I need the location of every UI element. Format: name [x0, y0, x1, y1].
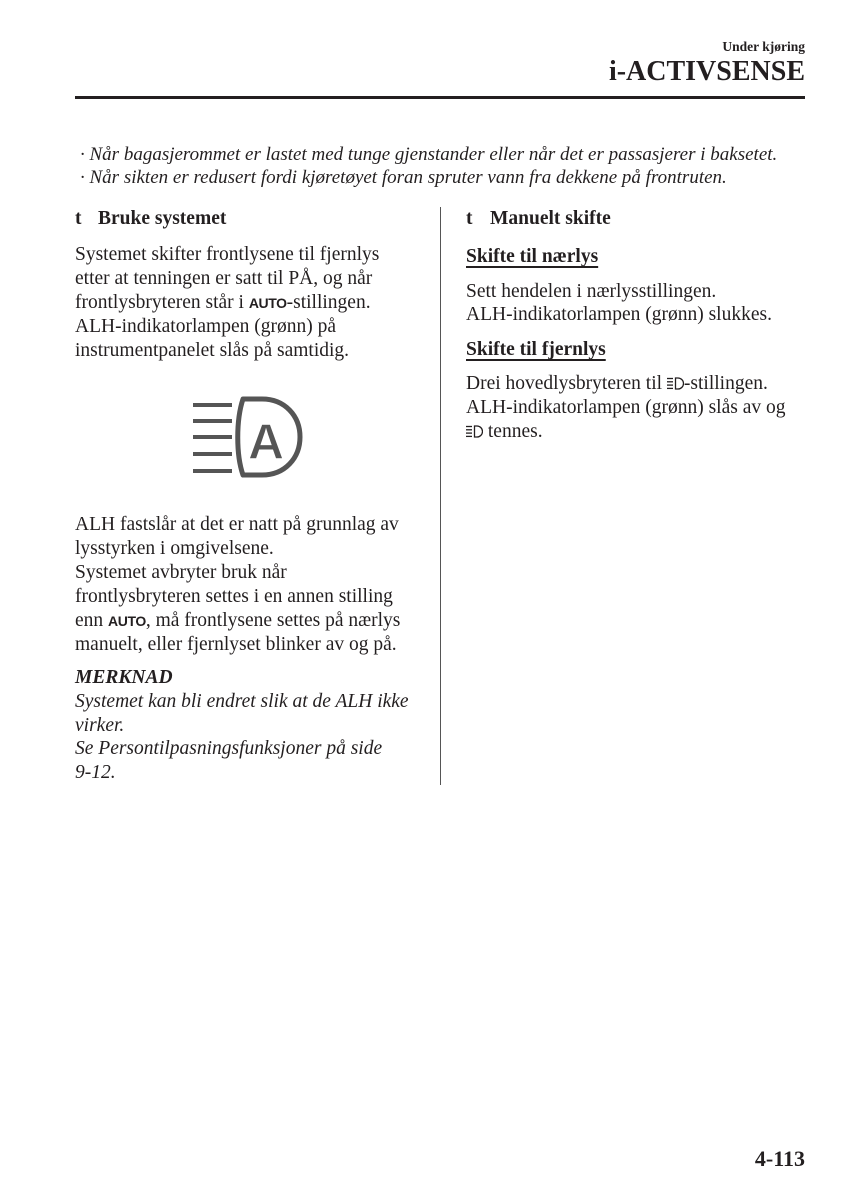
high-beam-icon — [466, 425, 483, 438]
note-line: virker. — [75, 714, 125, 736]
note-line: Systemet kan bli endret slik at de ALH ikke — [75, 691, 409, 712]
text-line: etter at tenningen er satt til PÅ, og når — [75, 268, 373, 289]
text-line — [466, 420, 786, 444]
text-segment: enn — [75, 610, 109, 631]
text-line: Systemet skifter frontlysene til fjernlys — [75, 244, 380, 265]
section-heading-manual-switch: Manuelt skifte — [490, 208, 611, 229]
column-divider — [440, 207, 441, 785]
high-beam-paragraph — [466, 372, 786, 444]
text-line — [75, 609, 400, 633]
text-line: manuelt, eller fjernlyset blinker av og på. — [75, 634, 397, 655]
auto-label: AUTO — [248, 295, 287, 311]
high-beam-icon — [667, 377, 684, 390]
note-text — [75, 690, 409, 785]
text-segment: tennes. — [483, 421, 543, 442]
intro-paragraph — [75, 243, 379, 363]
body-paragraph — [75, 513, 400, 657]
text-segment: Drei hovedlysbryteren til — [466, 373, 667, 394]
section-heading-using-system: Bruke systemet — [98, 208, 227, 229]
text-line: instrumentpanelet slås på samtidig. — [75, 340, 350, 361]
section-label: Under kjøring — [722, 39, 805, 54]
auto-label: AUTO — [108, 613, 146, 629]
alh-headlight-icon — [190, 395, 305, 480]
text-line: ALH fastslår at det er natt på grunnlag av — [75, 514, 399, 535]
text-line: Sett hendelen i nærlysstillingen. — [466, 281, 717, 302]
section-marker: t — [75, 208, 82, 229]
text-segment: frontlysbryteren står i — [75, 292, 249, 313]
section-marker: t — [466, 208, 473, 229]
condition-item: · Når sikten er redusert fordi kjøretøyet foran spruter vann fra dekkene på frontruten. — [80, 167, 727, 188]
text-line: frontlysbryteren settes i en annen stilling — [75, 586, 393, 607]
text-line: lysstyrken i omgivelsene. — [75, 538, 274, 559]
text-segment: , må frontlysene settes på nærlys — [145, 610, 401, 631]
subheading-low-beam: Skifte til nærlys — [466, 246, 599, 267]
text-line — [75, 291, 379, 315]
page-number: 4-113 — [754, 1146, 805, 1171]
header-rule — [75, 96, 805, 99]
text-line: ALH-indikatorlampen (grønn) på — [75, 316, 337, 337]
text-line — [466, 372, 786, 396]
page-title: i-ACTIVSENSE — [608, 56, 805, 87]
condition-list — [80, 143, 777, 189]
note-label: MERKNAD — [75, 667, 173, 688]
note-line: Se Persontilpasningsfunksjoner på side — [75, 738, 383, 760]
alh-icon-letter: A — [247, 414, 285, 470]
subheading-high-beam: Skifte til fjernlys — [466, 339, 606, 360]
low-beam-paragraph — [466, 280, 772, 326]
text-segment: -stillingen. — [286, 292, 371, 313]
text-line: ALH-indikatorlampen (grønn) slås av og — [466, 397, 786, 418]
note-line: 9-12. — [75, 762, 116, 784]
text-line: Systemet avbryter bruk når — [75, 562, 287, 583]
condition-item: · Når bagasjerommet er lastet med tunge gjenstander eller når det er passasjerer i baksetet. — [80, 144, 778, 165]
text-segment: -stillingen. — [683, 373, 768, 394]
text-line: ALH-indikatorlampen (grønn) slukkes. — [466, 304, 772, 325]
